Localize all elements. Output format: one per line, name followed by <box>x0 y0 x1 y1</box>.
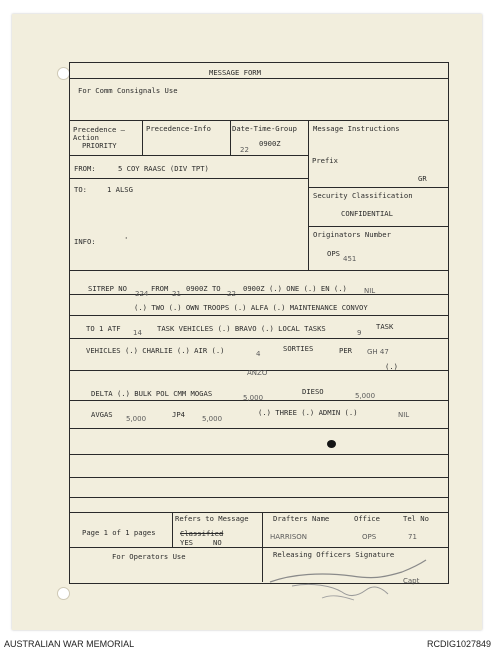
rule <box>69 270 448 271</box>
rule <box>69 338 448 339</box>
security-classification-label: Security Classification <box>313 191 413 200</box>
drafter-office: OPS <box>362 533 377 541</box>
body-line6-text: JP4 <box>172 410 185 419</box>
originators-number-label: Originators Number <box>313 230 391 239</box>
mogas-qty: 5,000 <box>243 394 264 402</box>
office-label: Office <box>354 514 380 523</box>
admin-value: NIL <box>398 411 410 419</box>
body-line5-text: DELTA (.) BULK POL CMM MOGAS <box>91 389 213 398</box>
body-line1-text: FROM <box>151 284 169 293</box>
rule <box>69 512 448 513</box>
rule <box>69 428 448 429</box>
rule <box>308 187 448 188</box>
security-classification-value: CONFIDENTIAL <box>341 209 393 218</box>
info-value: ' <box>124 235 129 244</box>
rule <box>69 78 448 79</box>
precedence-label: Precedence – <box>73 125 125 134</box>
prefix-label: Prefix <box>312 156 338 165</box>
dieso-qty: 5,000 <box>355 392 376 400</box>
drafter-tel: 71 <box>408 533 417 541</box>
to-day: 22 <box>227 290 236 298</box>
rule <box>308 226 448 227</box>
from-label: FROM: <box>74 164 96 173</box>
body-line1-text: 0900Z TO <box>186 284 221 293</box>
classified-yes: YES <box>180 538 193 547</box>
classified-no: NO <box>213 538 222 547</box>
precedence-info-label: Precedence-Info <box>146 124 211 133</box>
info-label: INFO: <box>74 237 96 246</box>
from-value: 5 COY RAASC (DIV TPT) <box>118 164 209 173</box>
dtg-label: Date-Time-Group <box>232 124 297 133</box>
aircraft-unit: ANZO <box>247 369 268 377</box>
body-line3-text: TO 1 ATF <box>86 324 121 333</box>
originators-prefix: OPS <box>327 249 340 258</box>
rule <box>172 512 173 547</box>
rule <box>69 294 448 295</box>
body-line4-text: (.) <box>385 362 398 371</box>
aircraft-type: GH 47 <box>367 348 389 356</box>
rule <box>142 120 143 155</box>
rule <box>69 178 308 179</box>
tel-no-label: Tel No <box>403 514 429 523</box>
releasing-officers-signature-label: Releasing Officers Signature <box>273 550 395 559</box>
body-line5-text: DIESO <box>302 387 324 396</box>
originators-number: 451 <box>343 255 357 263</box>
body-line2-text: (.) TWO (.) OWN TROOPS (.) ALFA (.) MAINTENANCE CONVOY <box>134 303 368 312</box>
task-vehicles-count: 14 <box>133 329 142 337</box>
archive-credit: AUSTRALIAN WAR MEMORIAL <box>4 639 135 649</box>
to-value: 1 ALSG <box>107 185 133 194</box>
body-line6-text: AVGAS <box>91 410 113 419</box>
drafters-name-label: Drafters Name <box>273 514 330 523</box>
comm-consignals-label: For Comm Consignals Use <box>78 86 178 95</box>
local-tasks-count: 9 <box>357 329 362 337</box>
ink-blot <box>327 440 336 448</box>
sitrep-number: 224 <box>135 290 149 298</box>
archive-reference: RCDIG1027849 <box>426 639 491 649</box>
air-count: 4 <box>256 350 261 358</box>
body-line4-text: VEHICLES (.) CHARLIE (.) AIR (.) <box>86 346 225 355</box>
classified-label: Classified <box>180 529 224 538</box>
punch-hole <box>57 587 70 600</box>
body-line1-text: SITREP NO <box>88 284 127 293</box>
jp4-qty: 5,000 <box>202 415 223 423</box>
rule <box>69 120 448 121</box>
signatory-rank: Capt <box>403 577 420 585</box>
rule <box>69 454 448 455</box>
enemy-value: NIL <box>364 287 376 295</box>
dtg-time: 0900Z <box>259 139 281 148</box>
page-count: Page 1 of 1 pages <box>82 528 156 537</box>
rule <box>308 120 309 270</box>
rule <box>69 477 448 478</box>
body-line3-text: TASK <box>376 322 394 331</box>
rule <box>69 547 448 548</box>
message-instructions-label: Message Instructions <box>313 124 400 133</box>
precedence-action-value: PRIORITY <box>82 141 117 150</box>
from-day: 21 <box>172 290 181 298</box>
precedence-action-label: Action <box>73 133 99 142</box>
body-line4-text: SORTIES <box>283 344 314 353</box>
rule <box>69 497 448 498</box>
rule <box>69 155 308 156</box>
rule <box>230 120 231 155</box>
rule <box>69 315 448 316</box>
prefix-value: GR <box>418 174 427 183</box>
form-title: MESSAGE FORM <box>209 68 261 77</box>
drafter-name: HARRISON <box>270 533 308 541</box>
body-line3-text: TASK VEHICLES (.) BRAVO (.) LOCAL TASKS <box>157 324 326 333</box>
avgas-qty: 5,000 <box>126 415 147 423</box>
dtg-day: 22 <box>240 146 249 154</box>
refers-to-message-label: Refers to Message <box>175 514 249 523</box>
body-line4-text: PER <box>339 346 352 355</box>
body-line1-text: 0900Z (.) ONE (.) EN (.) <box>243 284 347 293</box>
to-label: TO: <box>74 185 87 194</box>
body-line6-text: (.) THREE (.) ADMIN (.) <box>258 408 358 417</box>
for-operators-use-label: For Operators Use <box>112 552 186 561</box>
